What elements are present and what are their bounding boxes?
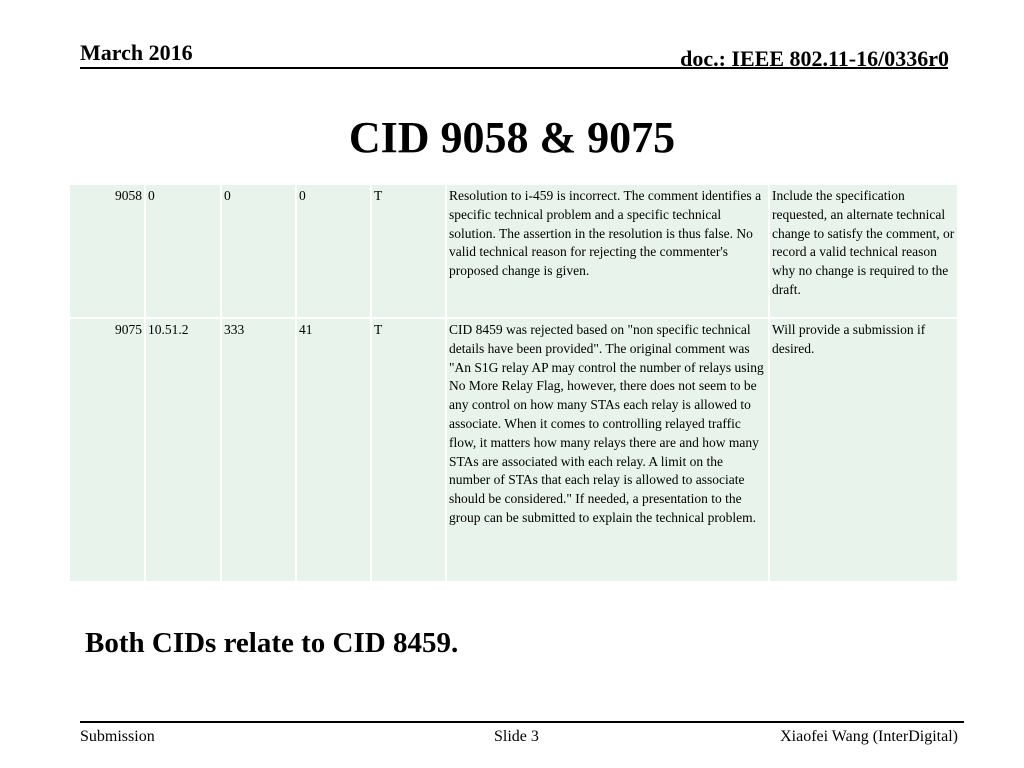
- footer-author: Xiaofei Wang (InterDigital): [780, 728, 958, 745]
- comment-cell: Resolution to i-459 is incorrect. The comment identifies a specific technical problem and a specific technical solution. The assertion in the resolution is thus false. No valid technical reason for rejecting the commenter's proposed change is given.: [446, 184, 769, 318]
- table-row: [69, 184, 958, 318]
- summary-note: Both CIDs relate to CID 8459.: [85, 627, 459, 659]
- footer-submission: Submission: [80, 728, 155, 745]
- proposed-change-cell: Will provide a submission if desired.: [769, 318, 958, 582]
- type-cell: T: [371, 318, 446, 582]
- header-doc-id: doc.: IEEE 802.11-16/0336r0: [680, 46, 949, 71]
- comment-cell: CID 8459 was rejected based on "non specific technical details have been provided". The original comment was "An S1G relay AP may control the number of relays using No More Relay Flag, however, there does not seem to be any control on how many STAs each relay is allowed to associate. When it comes to controlling relayed traffic flow, it matters how many relays there are and how many STAs are associated with each relay. A limit on the number of STAs that each relay is allowed to associate should be considered." If needed, a presentation to the group can be submitted to explain the technical problem.: [446, 318, 769, 582]
- type-cell: T: [371, 184, 446, 318]
- footer-slide-number: Slide 3: [494, 728, 539, 745]
- cid-cell: 9058: [69, 184, 145, 318]
- header-divider: [80, 67, 948, 69]
- clause-cell: 0: [145, 184, 221, 318]
- footer-divider: [80, 721, 964, 723]
- line-cell: 0: [296, 184, 371, 318]
- page-cell: 0: [221, 184, 296, 318]
- table-row: [69, 318, 958, 582]
- line-cell: 41: [296, 318, 371, 582]
- page-cell: 333: [221, 318, 296, 582]
- proposed-change-cell: Include the specification requested, an alternate technical change to satisfy the comment, or record a valid technical reason why no change is required to the draft.: [769, 184, 958, 318]
- cid-table: [68, 183, 959, 583]
- cid-cell: 9075: [69, 318, 145, 582]
- slide-title: CID 9058 & 9075: [348, 113, 676, 162]
- header-date: March 2016: [80, 40, 193, 65]
- clause-cell: 10.51.2: [145, 318, 221, 582]
